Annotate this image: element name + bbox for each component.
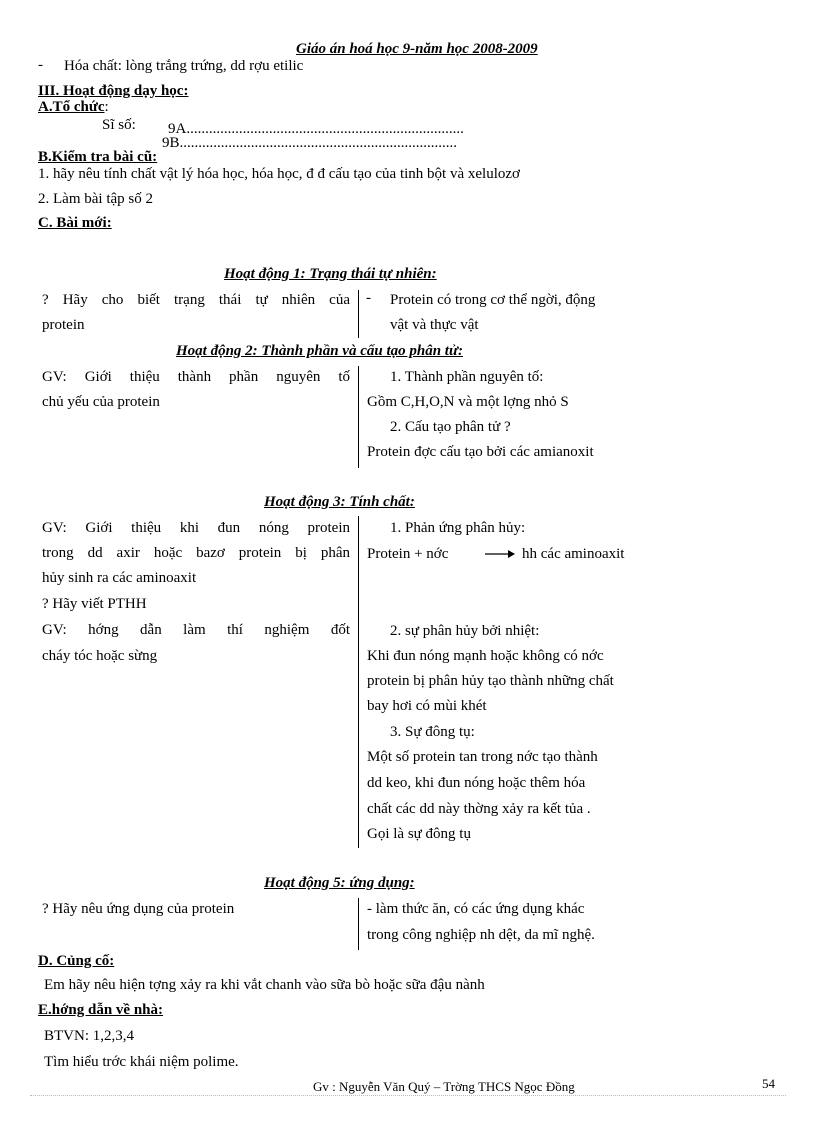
- activity-2-answer-line-2: Gồm C,H,O,N và một lợng nhỏ S: [367, 394, 569, 410]
- reaction-arrow-icon: [484, 548, 516, 560]
- activity-1-answer-line-2: vật và thực vật: [390, 317, 479, 333]
- activity-1-question-line-1: ? Hãy cho biết trạng thái tự nhiên của: [42, 292, 350, 308]
- activity-3-answer-line-5: protein bị phân hủy tạo thành những chất: [367, 673, 614, 689]
- activity-3-teacher-line-5: GV: hớng dẫn làm thí nghiệm đốt: [42, 622, 350, 638]
- section-a-colon: :: [104, 99, 109, 115]
- activity-3-teacher-line-2: trong dd axir hoặc bazơ protein bị phân: [42, 545, 350, 561]
- activity-3-title: Hoạt động 3: Tính chất:: [264, 494, 415, 510]
- activity-5-question: ? Hãy nêu ứng dụng của protein: [42, 901, 235, 917]
- activity-2-teacher-line-1: GV: Giới thiệu thành phần nguyên tố: [42, 369, 350, 385]
- activity-1-answer-bullet: -: [366, 290, 371, 306]
- activity-3-divider: [358, 516, 359, 848]
- activity-5-divider: [358, 898, 359, 950]
- activity-3-teacher-line-4: ? Hãy viết PTHH: [42, 596, 147, 612]
- activity-1-divider: [358, 290, 359, 338]
- review-question-1: 1. hãy nêu tính chất vật lý hóa học, hóa học, đ đ cấu tạo của tinh bột và xelulozơ: [38, 166, 520, 182]
- siso-class-9a: 9A..........................................................................: [168, 121, 464, 137]
- activity-2-answer-line-3: 2. Cấu tạo phân tử ?: [390, 419, 511, 435]
- homework-research: Tìm hiểu trớc khái niệm polime.: [44, 1054, 239, 1070]
- section-d-question: Em hãy nêu hiện tợng xảy ra khi vắt chanh vào sữa bò hoặc sữa đậu nành: [44, 977, 485, 993]
- activity-3-answer-line-11: Gọi là sự đông tụ: [367, 826, 471, 842]
- activity-5-answer-line-2: trong công nghiệp nh dệt, da mĩ nghệ.: [367, 927, 595, 943]
- page-header-title: Giáo án hoá học 9-năm học 2008-2009: [296, 41, 538, 57]
- activity-3-equation-reactants: Protein + nớc: [367, 546, 449, 562]
- activity-3-answer-line-10: chất các dd này thờng xảy ra kết tủa .: [367, 801, 591, 817]
- section-a-row: [38, 98, 109, 116]
- activity-3-teacher-line-3: hủy sinh ra các aminoaxit: [42, 570, 197, 586]
- activity-5-title: Hoạt động 5: ứng dụng:: [264, 875, 415, 891]
- page-bottom-divider: [30, 1095, 786, 1096]
- section-e-heading: E.hớng dẫn về nhà:: [38, 1002, 164, 1018]
- siso-class-9b: 9B..........................................................................: [162, 135, 458, 151]
- activity-3-answer-line-7: 3. Sự đông tụ:: [390, 724, 475, 740]
- activity-2-title: Hoạt động 2: Thành phần và cấu tạo phân tử:: [176, 343, 463, 359]
- activity-5-answer-line-1: - làm thức ăn, có các ứng dụng khác: [367, 901, 585, 917]
- activity-3-answer-line-8: Một số protein tan trong nớc tạo thành: [367, 749, 598, 765]
- activity-3-answer-line-4: Khi đun nóng mạnh hoặc không có nớc: [367, 648, 604, 664]
- siso-label: Sĩ số:: [102, 117, 136, 133]
- activity-1-question-line-2: protein: [42, 317, 85, 333]
- footer-author: Gv : Nguyễn Văn Quý – Trờng THCS Ngọc Đồng: [313, 1079, 575, 1094]
- activity-2-answer-line-4: Protein đợc cấu tạo bởi các amianoxit: [367, 444, 594, 460]
- activity-1-answer-line-1: Protein có trong cơ thể ngời, động: [390, 292, 596, 308]
- activity-2-divider: [358, 366, 359, 468]
- section-b-heading: B.Kiểm tra bài cũ:: [38, 149, 158, 165]
- activity-3-answer-line-6: bay hơi có mùi khét: [367, 698, 487, 714]
- page-number: 54: [762, 1076, 775, 1091]
- activity-3-teacher-line-1: GV: Giới thiệu khi đun nóng protein: [42, 520, 350, 536]
- materials-bullet: -: [38, 57, 43, 73]
- activity-3-answer-line-1: 1. Phản ứng phân hủy:: [390, 520, 526, 536]
- materials-text: Hóa chất: lòng trắng trứng, dd rợu etilic: [64, 58, 304, 74]
- activity-2-teacher-line-2: chủ yếu của protein: [42, 394, 160, 410]
- activity-3-answer-line-3: 2. sự phân hủy bởi nhiệt:: [390, 623, 540, 639]
- homework-exercises: BTVN: 1,2,3,4: [44, 1028, 134, 1044]
- section-iii-heading: III. Hoạt động dạy học:: [38, 83, 189, 99]
- activity-3-equation-products: hh các aminoaxit: [522, 546, 625, 562]
- activity-3-teacher-line-6: cháy tóc hoặc sừng: [42, 648, 158, 664]
- section-d-heading: D. Củng cố:: [38, 953, 115, 969]
- activity-1-title: Hoạt động 1: Trạng thái tự nhiên:: [224, 266, 437, 282]
- activity-3-answer-line-9: dd keo, khi đun nóng hoặc thêm hóa: [367, 775, 586, 791]
- review-question-2: 2. Làm bài tập số 2: [38, 191, 153, 207]
- section-a-heading: A.Tổ chức: [38, 99, 105, 115]
- activity-2-answer-line-1: 1. Thành phần nguyên tố:: [390, 369, 544, 385]
- section-c-heading: C. Bài mới:: [38, 215, 112, 231]
